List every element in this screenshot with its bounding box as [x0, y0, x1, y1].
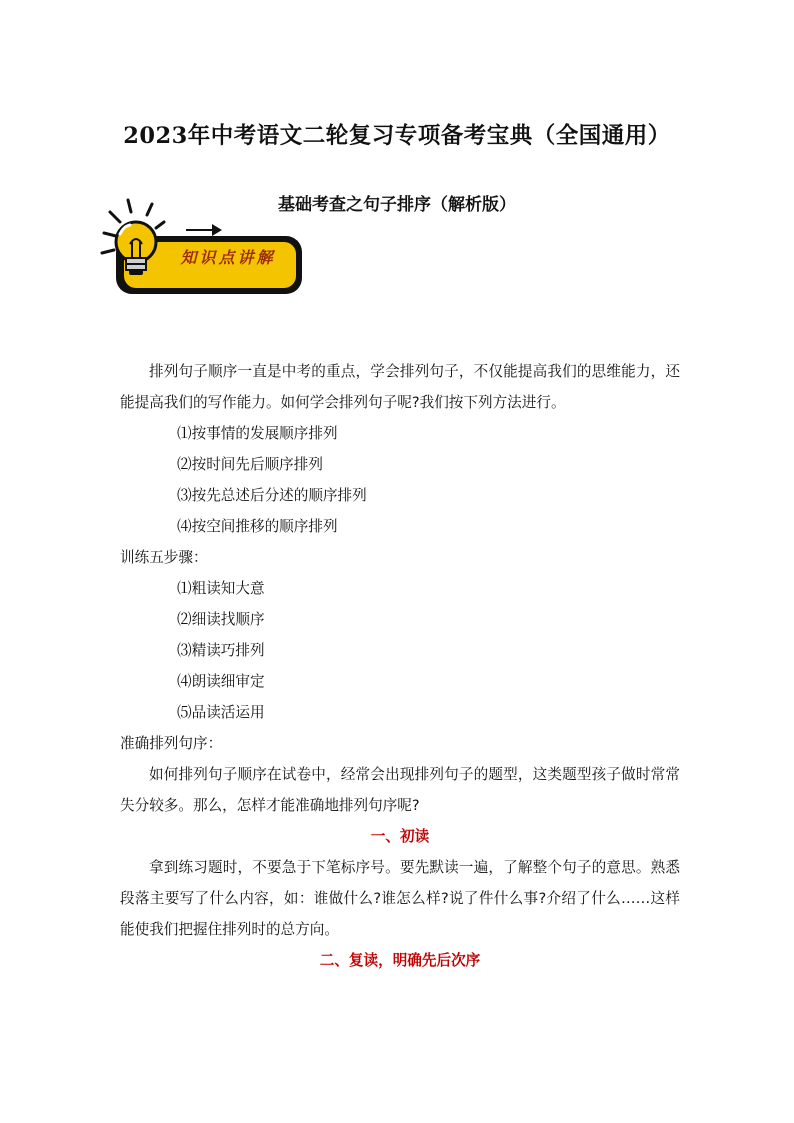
step-item: ⑴粗读知大意 — [177, 580, 265, 597]
arrow-icon — [186, 224, 222, 236]
method-item: ⑴按事情的发展顺序排列 — [177, 425, 338, 442]
step-item: ⑸品读活运用 — [177, 704, 265, 721]
method-item: ⑷按空间推移的顺序排列 — [177, 518, 338, 535]
accurate-paragraph: 如何排列句子顺序在试卷中，经常会出现排列句子的题型，这类题型孩子做时常常失分较多。那么，怎样才能准确地排列句序呢? — [120, 766, 680, 814]
method-item: ⑶按先总述后分述的顺序排列 — [177, 487, 367, 504]
step-item: ⑵细读找顺序 — [177, 611, 265, 628]
page-title: 2023年中考语文二轮复习专项备考宝典（全国通用） — [123, 123, 671, 149]
section-one-paragraph: 拿到练习题时，不要急于下笔标序号。要先默读一遍，了解整个句子的意思。熟悉段落主要写了什么内容，如：谁做什么?谁怎么样?说了件什么事?介绍了什么……这样能使我们把握住排列时的总方向。 — [120, 859, 680, 938]
badge-label: 知识点讲解 — [180, 248, 276, 267]
section-two-heading: 二、复读，明确先后次序 — [319, 952, 481, 969]
step-item: ⑷朗读细审定 — [177, 673, 265, 690]
step-item: ⑶精读巧排列 — [177, 642, 265, 659]
steps-heading: 训练五步骤： — [120, 549, 208, 566]
accurate-heading: 准确排列句序： — [120, 735, 223, 752]
method-item: ⑵按时间先后顺序排列 — [177, 456, 323, 473]
section-one-heading: 一、初读 — [370, 828, 430, 845]
page-subtitle: 基础考查之句子排序（解析版） — [278, 195, 516, 215]
intro-paragraph: 排列句子顺序一直是中考的重点，学会排列句子，不仅能提高我们的思维能力，还能提高我们的写作能力。如何学会排列句子呢?我们按下列方法进行。 — [120, 363, 680, 411]
article-body — [120, 356, 680, 976]
